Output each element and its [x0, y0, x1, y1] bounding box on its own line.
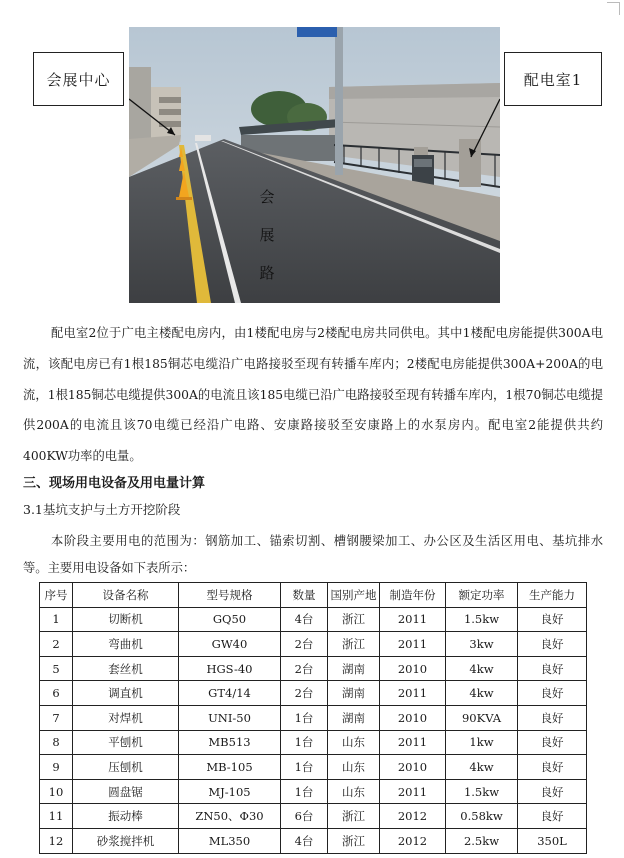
table-cell: 2台: [281, 656, 328, 681]
table-cell: 良好: [518, 607, 587, 632]
table-cell: 2012: [380, 804, 446, 829]
table-cell: 4台: [281, 607, 328, 632]
table-cell: 湖南: [328, 656, 380, 681]
table-cell: 2010: [380, 656, 446, 681]
table-cell: 2010: [380, 755, 446, 780]
table-row: [40, 632, 587, 657]
table-cell: 2011: [380, 779, 446, 804]
table-cell: 对焊机: [73, 705, 179, 730]
table-cell: 湖南: [328, 705, 380, 730]
table-cell: 8: [40, 730, 73, 755]
table-row: [40, 755, 587, 780]
table-cell: 弯曲机: [73, 632, 179, 657]
table-cell: 5: [40, 656, 73, 681]
table-cell: 3kw: [446, 632, 518, 657]
table-cell: ZN50、Φ30: [179, 804, 281, 829]
table-cell: 4台: [281, 828, 328, 853]
table-cell: 10: [40, 779, 73, 804]
road-name-label: [255, 185, 279, 285]
table-cell: 1台: [281, 705, 328, 730]
table-cell: 4kw: [446, 681, 518, 706]
table-cell: 浙江: [328, 804, 380, 829]
table-cell: 350L: [518, 828, 587, 853]
table-cell: 套丝机: [73, 656, 179, 681]
stage-description: 本阶段主要用电的范围为：钢筋加工、锚索切割、槽钢腰梁加工、办公区及生活区用电、基坑排水等。主要用电设备如下表所示：: [23, 534, 603, 575]
road-label-char: 会: [259, 188, 275, 206]
table-cell: 良好: [518, 705, 587, 730]
header-cell: 型号规格: [179, 583, 281, 608]
table-row: [40, 705, 587, 730]
table-cell: 12: [40, 828, 73, 853]
table-cell: 90KVA: [446, 705, 518, 730]
table-cell: 良好: [518, 755, 587, 780]
header-cell: 数量: [281, 583, 328, 608]
table-cell: 山东: [328, 730, 380, 755]
table-cell: 1.5kw: [446, 779, 518, 804]
table-cell: 1.5kw: [446, 607, 518, 632]
table-cell: 浙江: [328, 632, 380, 657]
table-cell: 6台: [281, 804, 328, 829]
site-photo: [129, 27, 500, 303]
table-cell: 11: [40, 804, 73, 829]
callout-power-room-1: 配电室1: [504, 52, 602, 106]
page-corner-mark: [607, 2, 620, 15]
road-label-char: 路: [259, 264, 275, 282]
header-cell: 序号: [40, 583, 73, 608]
table-cell: 2011: [380, 730, 446, 755]
table-cell: 2011: [380, 681, 446, 706]
table-cell: HGS-40: [179, 656, 281, 681]
table-cell: 良好: [518, 656, 587, 681]
section-heading: 三、现场用电设备及用电量计算: [23, 476, 206, 491]
table-cell: 7: [40, 705, 73, 730]
table-cell: 2010: [380, 705, 446, 730]
table-cell: MJ-105: [179, 779, 281, 804]
table-cell: MB513: [179, 730, 281, 755]
table-cell: 砂浆搅拌机: [73, 828, 179, 853]
table-cell: 良好: [518, 804, 587, 829]
table-header-row: [40, 583, 587, 608]
table-cell: 山东: [328, 755, 380, 780]
table-cell: 4kw: [446, 656, 518, 681]
table-cell: 2.5kw: [446, 828, 518, 853]
road-label-char: 展: [259, 226, 275, 244]
table-cell: ML350: [179, 828, 281, 853]
site-photo-image: [129, 27, 500, 303]
table-cell: 圆盘锯: [73, 779, 179, 804]
header-cell: 国别产地: [328, 583, 380, 608]
table-cell: 山东: [328, 779, 380, 804]
table-row: [40, 681, 587, 706]
header-cell: 生产能力: [518, 583, 587, 608]
table-cell: MB-105: [179, 755, 281, 780]
subsection-heading: 3.1基坑支护与土方开挖阶段: [23, 502, 181, 517]
table-cell: 1台: [281, 779, 328, 804]
table-row: [40, 779, 587, 804]
table-cell: GW40: [179, 632, 281, 657]
table-cell: 压刨机: [73, 755, 179, 780]
table-cell: 1台: [281, 730, 328, 755]
table-cell: 2台: [281, 632, 328, 657]
callout-exhibition-center: 会展中心: [33, 52, 124, 106]
table-cell: 6: [40, 681, 73, 706]
table-cell: 湖南: [328, 681, 380, 706]
header-cell: 额定功率: [446, 583, 518, 608]
table-row: [40, 828, 587, 853]
table-cell: 切断机: [73, 607, 179, 632]
table-cell: 1台: [281, 755, 328, 780]
table-cell: 1kw: [446, 730, 518, 755]
header-cell: 制造年份: [380, 583, 446, 608]
table-cell: 平刨机: [73, 730, 179, 755]
table-cell: 良好: [518, 632, 587, 657]
table-cell: 良好: [518, 681, 587, 706]
table-cell: 1: [40, 607, 73, 632]
table-cell: 浙江: [328, 828, 380, 853]
table-cell: 2011: [380, 607, 446, 632]
table-row: [40, 656, 587, 681]
table-cell: 2台: [281, 681, 328, 706]
table-cell: 0.58kw: [446, 804, 518, 829]
power-room-description: 配电室2位于广电主楼配电房内，由1楼配电房与2楼配电房共同供电。其中1楼配电房能提供300A电流，该配电房已有1根185铜芯电缆沿广电路接驳至现有转播车库内；2楼配电房能提供300A+200A的电流，1根185铜芯电缆提供300A的电流且该185电缆已沿广电路接驳至现有转播车库内，1根70铜芯电缆提供200A的电流且该70电缆已经沿广电路、安康路接驳至安康路上的水泵房内。配电室2能提供共约400KW功率的电量。: [23, 326, 603, 464]
equipment-table: [39, 582, 587, 854]
table-cell: 良好: [518, 779, 587, 804]
table-cell: GT4/14: [179, 681, 281, 706]
table-row: [40, 730, 587, 755]
table-cell: 2012: [380, 828, 446, 853]
table-row: [40, 607, 587, 632]
table-cell: UNI-50: [179, 705, 281, 730]
header-cell: 设备名称: [73, 583, 179, 608]
table-cell: 振动棒: [73, 804, 179, 829]
table-cell: 良好: [518, 730, 587, 755]
table-cell: 9: [40, 755, 73, 780]
table-cell: 2: [40, 632, 73, 657]
table-cell: 调直机: [73, 681, 179, 706]
table-row: [40, 804, 587, 829]
table-cell: 2011: [380, 632, 446, 657]
table-cell: GQ50: [179, 607, 281, 632]
table-cell: 4kw: [446, 755, 518, 780]
table-cell: 浙江: [328, 607, 380, 632]
